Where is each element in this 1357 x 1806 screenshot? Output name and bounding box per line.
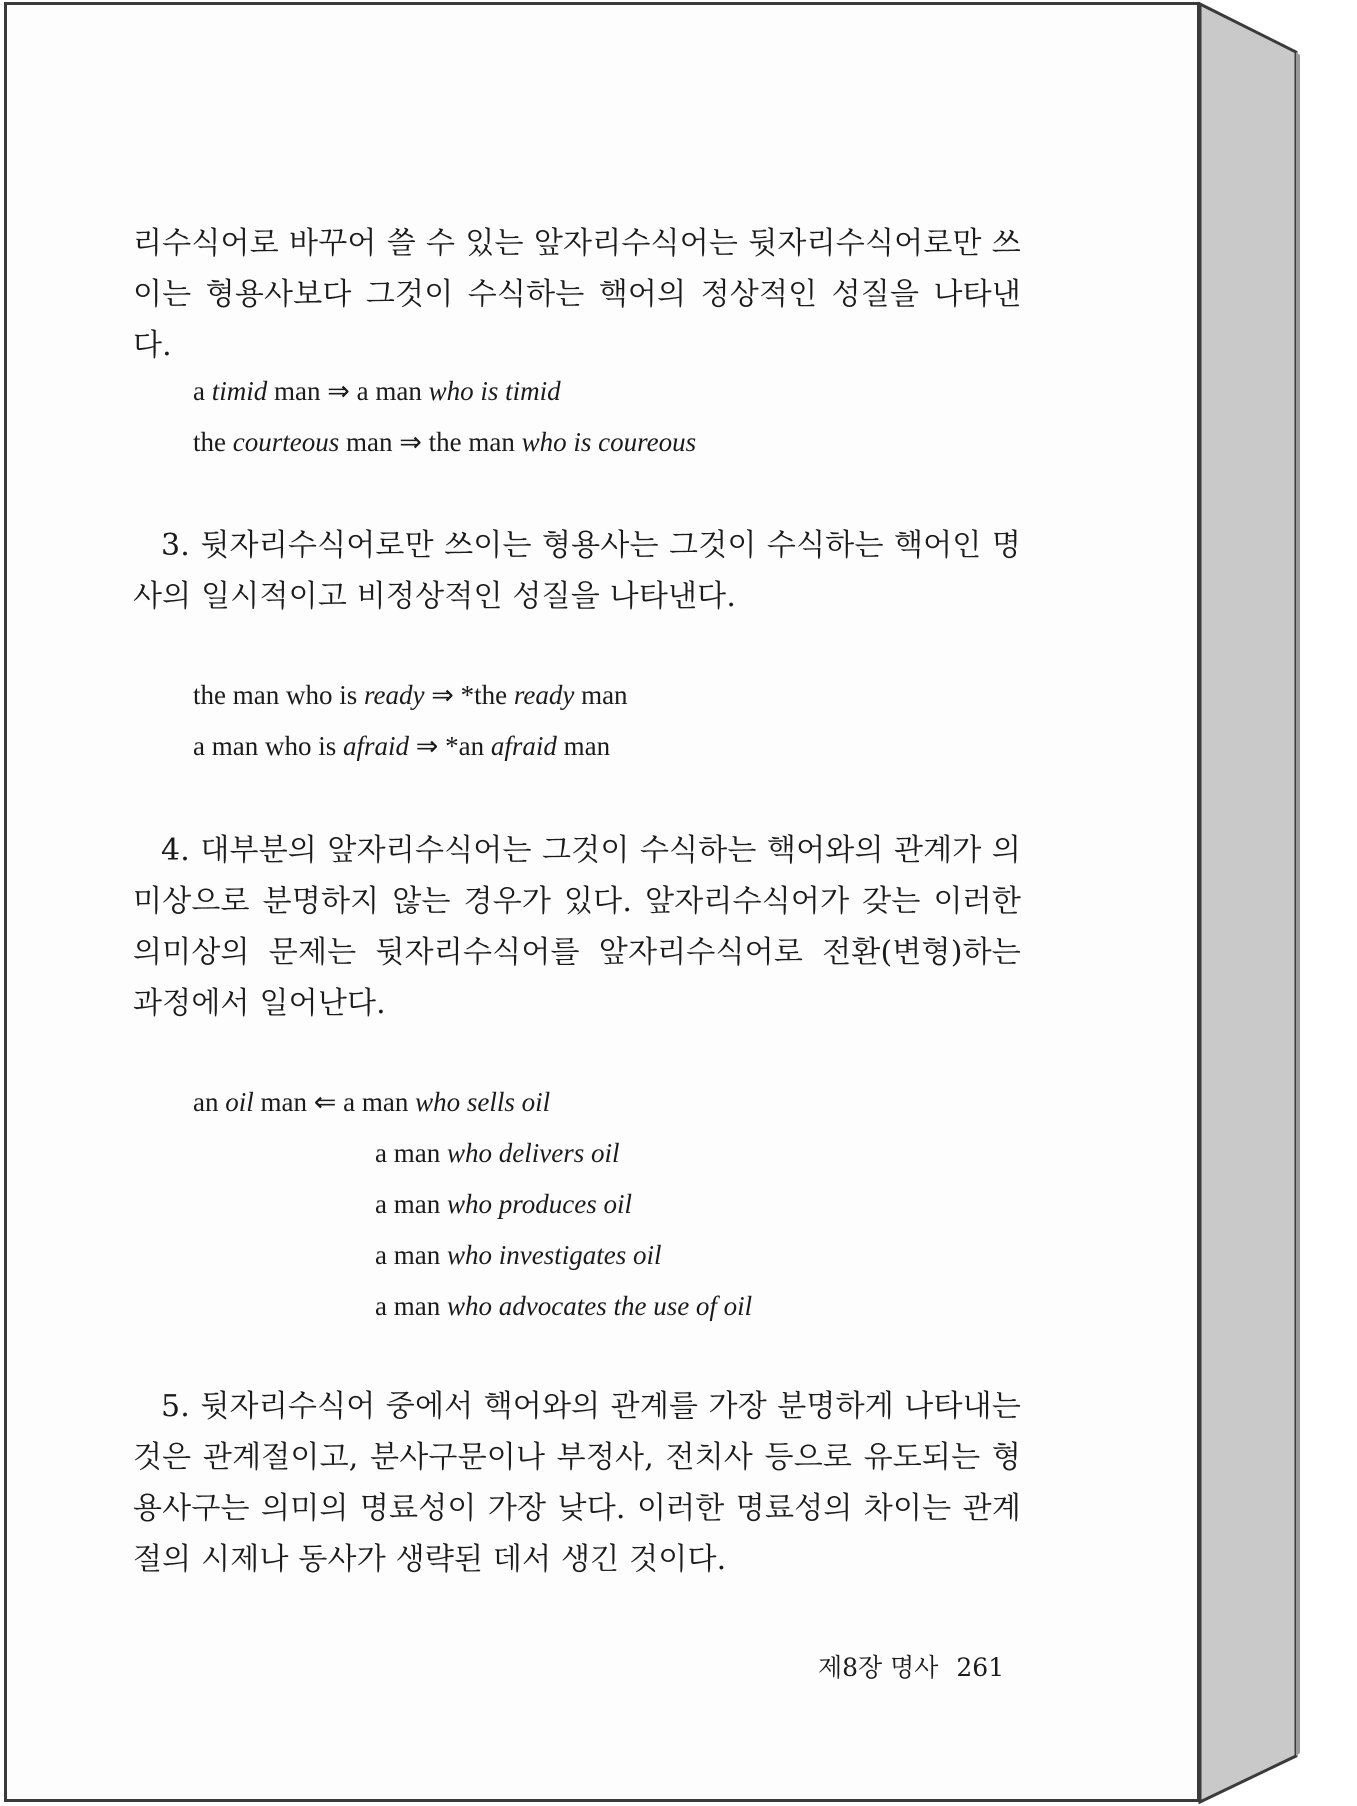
paragraph-top: 리수식어로 바꾸어 쓸 수 있는 앞자리수식어는 뒷자리수식어로만 쓰이는 형용사보다 그것이 수식하는 핵어의 정상적인 성질을 나타낸다. [133, 226, 1021, 363]
example-text: a man [375, 1240, 447, 1270]
example-italic: who investigates oil [446, 1240, 662, 1270]
chapter-title: 제8장 명사 [818, 1653, 939, 1682]
example-text: an [193, 1087, 226, 1117]
example-italic: who produces oil [446, 1189, 632, 1219]
page-footer [818, 1648, 1004, 1684]
example-italic: afraid [490, 731, 557, 761]
example-line [193, 417, 696, 468]
example-text: a man [375, 1291, 447, 1321]
example-text: man ⇐ a man [253, 1087, 416, 1117]
example-italic: who delivers oil [446, 1138, 620, 1168]
example-text: man [556, 731, 611, 761]
paragraph-4: 4. 대부분의 앞자리수식어는 그것이 수식하는 핵어와의 관계가 의미상으로 분명하지 않는 경우가 있다. 앞자리수식어가 갖는 이러한 의미상의 문제는 뒷자리수식어를 앞자리수식어로 전환(변형)하는 과정에서 일어난다. [133, 833, 1021, 1021]
paragraph-5: 5. 뒷자리수식어 중에서 핵어와의 관계를 가장 분명하게 나타내는 것은 관계절이고, 분사구문이나 부정사, 전치사 등으로 유도되는 형용사구는 의미의 명료성이 가장 낮다. 이러한 명료성의 차이는 관계절의 시제나 동사가 생략된 데서 생긴 것이다. [133, 1389, 1021, 1577]
example-text: the man who is [193, 680, 364, 710]
example-line [375, 1179, 632, 1230]
example-text: man ⇒ a man [267, 376, 429, 406]
example-italic: who is timid [428, 376, 561, 406]
example-text: a man [375, 1138, 447, 1168]
example-italic: afraid [342, 731, 409, 761]
example-line [193, 366, 561, 417]
example-italic: who advocates the use of oil [446, 1291, 753, 1321]
example-italic: who is coureous [521, 427, 697, 457]
example-text: man ⇒ the man [339, 427, 522, 457]
example-line [193, 670, 628, 721]
example-text: the [193, 427, 233, 457]
example-line [375, 1128, 619, 1179]
example-text: man [574, 680, 628, 710]
example-italic: ready [513, 680, 575, 710]
paragraph-3: 3. 뒷자리수식어로만 쓰이는 형용사는 그것이 수식하는 핵어인 명사의 일시적이고 비정상적인 성질을 나타낸다. [133, 528, 1021, 614]
example-text: a man who is [193, 731, 343, 761]
example-italic: who sells oil [415, 1087, 551, 1117]
example-italic: timid [211, 376, 268, 406]
page-number: 261 [956, 1653, 1005, 1682]
example-text: a man [375, 1189, 447, 1219]
example-line [375, 1281, 752, 1332]
example-text: ⇒ *an [409, 731, 491, 761]
example-line [375, 1230, 661, 1281]
example-italic: courteous [232, 427, 340, 457]
example-italic: oil [225, 1087, 254, 1117]
example-line [193, 721, 610, 772]
example-line [193, 1077, 550, 1128]
example-text: a [193, 376, 212, 406]
example-italic: ready [363, 680, 425, 710]
example-text: ⇒ *the [424, 680, 514, 710]
